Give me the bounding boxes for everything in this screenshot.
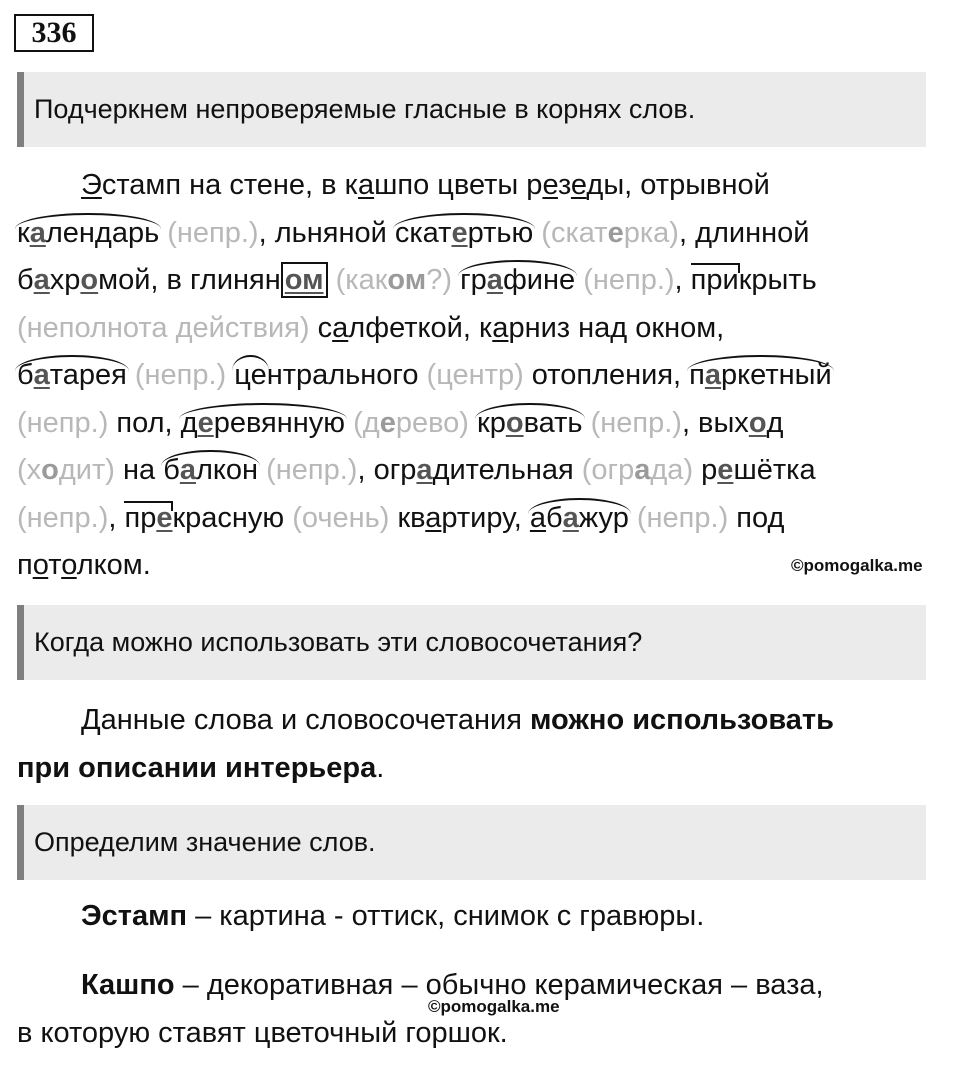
definition-estamp: Эстамп – картина - оттиск, снимок с гравюры. xyxy=(81,900,705,932)
text-line-7: (ходит) на балкон (непр.), оградительная (ограда) решётка xyxy=(17,447,937,495)
ending-box: ом xyxy=(281,262,328,298)
definition-kashpo: Кашпо – декоративная – обычно керамическая – ваза, в которую ставят цветочный горшок. xyxy=(17,969,824,1049)
main-text xyxy=(17,162,937,590)
root-arc: деревянную xyxy=(181,400,345,448)
watermark: ©pomogalka.me xyxy=(428,997,560,1016)
instruction-band-2 xyxy=(17,605,926,680)
text-line-4: (неполнота действия) салфеткой, карниз над окном, xyxy=(17,311,725,344)
root-arc: календарь xyxy=(17,210,159,258)
text-line-6: (непр.) пол, деревянную (дерево) кровать (непр.), выход xyxy=(17,400,937,448)
root-arc: паркетный xyxy=(689,352,832,400)
term: Эстамп xyxy=(81,900,188,932)
root-arc: кровать xyxy=(477,400,583,448)
root-arc: абажур xyxy=(530,495,629,543)
instruction-band-3 xyxy=(17,805,926,880)
root-arc: батарея xyxy=(17,352,127,400)
text-line-2: календарь (непр.), льняной скатертью (скатерка), длинной xyxy=(17,210,937,258)
watermark: ©pomogalka.me xyxy=(791,556,923,575)
prefix-mark: пре xyxy=(124,495,172,543)
text-line-8: (непр.), прекрасную (очень) квартиру, абажур (непр.) под xyxy=(17,495,937,543)
text-line-9: потолком. xyxy=(17,549,151,581)
task-number: 336 xyxy=(14,14,94,52)
term: Кашпо xyxy=(81,969,175,1001)
root-arc: балкон xyxy=(163,447,258,495)
text-line-3: бахромой, в глинян ом (каком?) графине (непр.), прикрыть xyxy=(17,257,937,305)
instruction-text: Подчеркнем непроверяемые гласные в корнях слов. xyxy=(34,94,696,124)
prefix-mark: при xyxy=(691,257,739,305)
text-line-1: Эстамп на стене, в кашпо цветы резеды, отрывной xyxy=(81,169,770,201)
answer-paragraph: Данные слова и словосочетания можно использовать при описании интерьера. xyxy=(17,704,834,784)
root-arc: це xyxy=(234,352,266,400)
instruction-band-1 xyxy=(17,72,926,147)
instruction-text: Когда можно использовать эти словосочетания? xyxy=(34,627,643,657)
instruction-text: Определим значение слов. xyxy=(34,827,376,857)
root-arc: скатертью xyxy=(395,210,533,258)
root-arc: графине xyxy=(460,257,575,305)
text-line-5: батарея (непр.) центрального (центр) отопления, паркетный xyxy=(17,352,937,400)
